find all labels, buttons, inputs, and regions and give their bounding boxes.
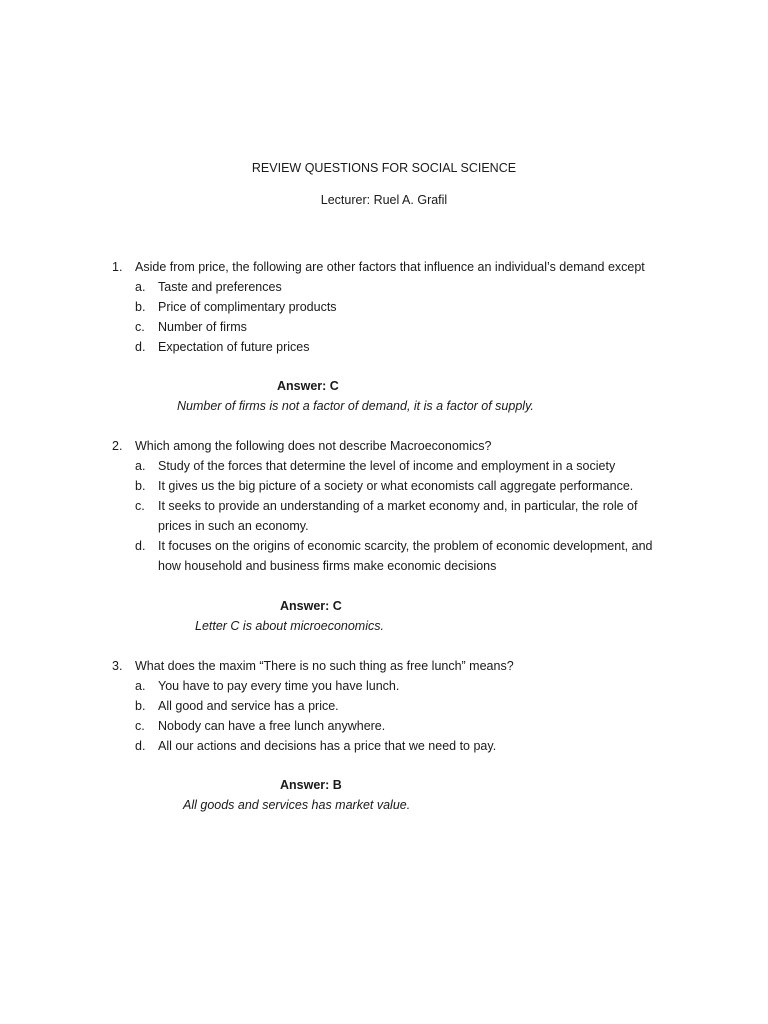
question-text: 2. Which among the following does not describe Macroeconomics? [0, 436, 768, 456]
option-list [0, 456, 768, 576]
explanation-3: All goods and services has market value. [183, 798, 411, 812]
lecturer-line: Lecturer: Ruel A. Grafil [320, 193, 448, 207]
option-a: a. Taste and preferences [135, 280, 282, 294]
option-list [0, 676, 768, 756]
option-c: c. It seeks to provide an understanding of a market economy and, in particular, the role of prices in such an economy. [135, 499, 638, 533]
answer-2: Answer: C [280, 599, 342, 613]
question-3 [0, 656, 768, 756]
option-b: b. All good and service has a price. [135, 699, 339, 713]
option-c: c. Nobody can have a free lunch anywhere. [135, 719, 386, 733]
option-b: b. It gives us the big picture of a society or what economists call aggregate performance. [135, 479, 634, 493]
question-text: 3. What does the maxim “There is no such thing as free lunch” means? [0, 656, 768, 676]
option-a: a. Study of the forces that determine the level of income and employment in a society [135, 459, 616, 473]
option-d: d. Expectation of future prices [135, 340, 310, 354]
option-a: a. You have to pay every time you have lunch. [135, 679, 400, 693]
question-1 [0, 257, 768, 357]
option-d: d. All our actions and decisions has a price that we need to pay. [135, 739, 497, 753]
option-c: c. Number of firms [135, 320, 247, 334]
document-title: REVIEW QUESTIONS FOR SOCIAL SCIENCE [251, 161, 517, 175]
question-2 [0, 436, 768, 576]
explanation-1: Number of firms is not a factor of demand, it is a factor of supply. [177, 399, 534, 413]
answer-3: Answer: B [280, 778, 342, 792]
question-number: 2. [112, 439, 123, 453]
option-d: d. It focuses on the origins of economic scarcity, the problem of economic development, and how household and business firms make economic decisions [135, 539, 653, 573]
option-b: b. Price of complimentary products [135, 300, 337, 314]
question-number: 1. [112, 260, 123, 274]
explanation-2: Letter C is about microeconomics. [195, 619, 384, 633]
question-number: 3. [112, 659, 123, 673]
question-text: 1. Aside from price, the following are other factors that influence an individual’s demand except [0, 257, 768, 277]
option-list [0, 277, 768, 357]
answer-1: Answer: C [277, 379, 339, 393]
